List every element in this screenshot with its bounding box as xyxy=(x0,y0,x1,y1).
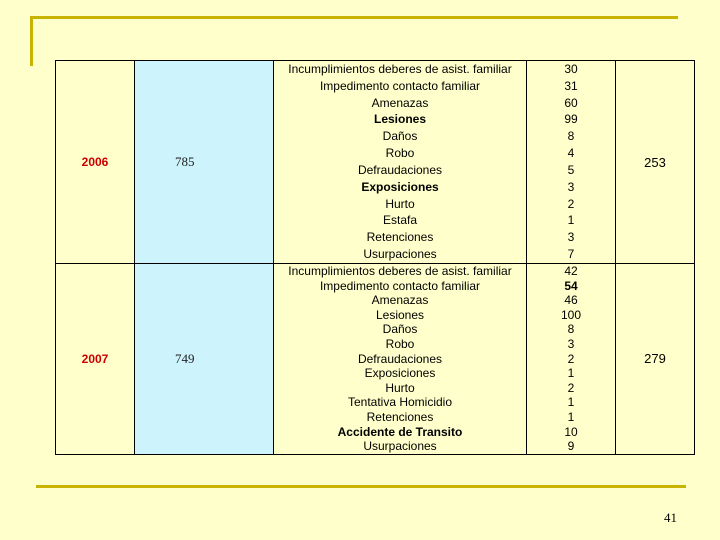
total-cell: 749 xyxy=(135,264,274,455)
category-value: 9 xyxy=(567,439,575,454)
value-list-cell xyxy=(527,264,616,455)
category-label: Hurto xyxy=(385,196,415,211)
category-value: 3 xyxy=(567,336,575,351)
category-value: 1 xyxy=(567,366,575,381)
category-label: Daños xyxy=(382,129,418,144)
sum-cell: 279 xyxy=(616,264,695,455)
category-value: 99 xyxy=(564,112,578,127)
category-value: 1 xyxy=(567,213,575,228)
category-label: Defraudaciones xyxy=(357,162,443,177)
category-value: 1 xyxy=(567,395,575,410)
category-label: Incumplimientos deberes de asist. familiar xyxy=(288,264,512,278)
category-label: Usurpaciones xyxy=(363,247,437,262)
category-value: 3 xyxy=(567,230,575,245)
category-label: Retenciones xyxy=(366,409,434,424)
category-label: Impedimento contacto familiar xyxy=(319,278,481,293)
category-value: 4 xyxy=(567,146,575,161)
category-value: 42 xyxy=(564,264,578,278)
category-list-cell xyxy=(274,61,527,264)
statistics-table xyxy=(55,60,695,455)
sum-cell: 253 xyxy=(616,61,695,264)
total-cell: 785 xyxy=(135,61,274,264)
category-value: 100 xyxy=(560,307,582,322)
category-label: Retenciones xyxy=(366,230,434,245)
category-value: 2 xyxy=(567,196,575,211)
category-value: 8 xyxy=(567,129,575,144)
category-label: Incumplimientos deberes de asist. familiar xyxy=(288,62,512,76)
category-value: 8 xyxy=(567,322,575,337)
left-rule xyxy=(30,16,33,66)
category-label: Defraudaciones xyxy=(357,351,443,366)
category-label: Lesiones xyxy=(373,112,427,127)
category-value: 10 xyxy=(564,424,578,439)
year-cell: 2006 xyxy=(56,61,135,264)
category-value: 30 xyxy=(564,62,578,76)
category-label: Exposiciones xyxy=(361,179,439,194)
category-value: 7 xyxy=(567,247,575,262)
category-value: 5 xyxy=(567,162,575,177)
category-value: 2 xyxy=(567,380,575,395)
category-label: Amenazas xyxy=(371,95,429,110)
top-rule xyxy=(30,16,678,19)
category-label: Estafa xyxy=(382,213,418,228)
category-label: Usurpaciones xyxy=(363,439,437,454)
category-value: 2 xyxy=(567,351,575,366)
category-value: 60 xyxy=(564,95,578,110)
category-label: Daños xyxy=(382,322,418,337)
page-number: 41 xyxy=(664,510,677,525)
category-label: Impedimento contacto familiar xyxy=(319,78,481,93)
category-value: 1 xyxy=(567,409,575,424)
category-value: 3 xyxy=(567,179,575,194)
table-row-2007 xyxy=(56,264,695,455)
category-value: 46 xyxy=(564,293,578,308)
category-label: Accidente de Transito xyxy=(337,424,463,439)
category-list-cell xyxy=(274,264,527,455)
category-label: Amenazas xyxy=(371,293,429,308)
category-label: Hurto xyxy=(385,380,415,395)
table-row-2006 xyxy=(56,61,695,264)
category-label: Robo xyxy=(385,336,415,351)
value-list-cell xyxy=(527,61,616,264)
category-label: Exposiciones xyxy=(364,366,436,381)
bottom-rule xyxy=(36,485,686,488)
category-value: 31 xyxy=(564,78,578,93)
year-cell: 2007 xyxy=(56,264,135,455)
category-label: Robo xyxy=(385,146,415,161)
category-label: Lesiones xyxy=(375,307,425,322)
category-label: Tentativa Homicidio xyxy=(347,395,453,410)
category-value: 54 xyxy=(564,278,578,293)
